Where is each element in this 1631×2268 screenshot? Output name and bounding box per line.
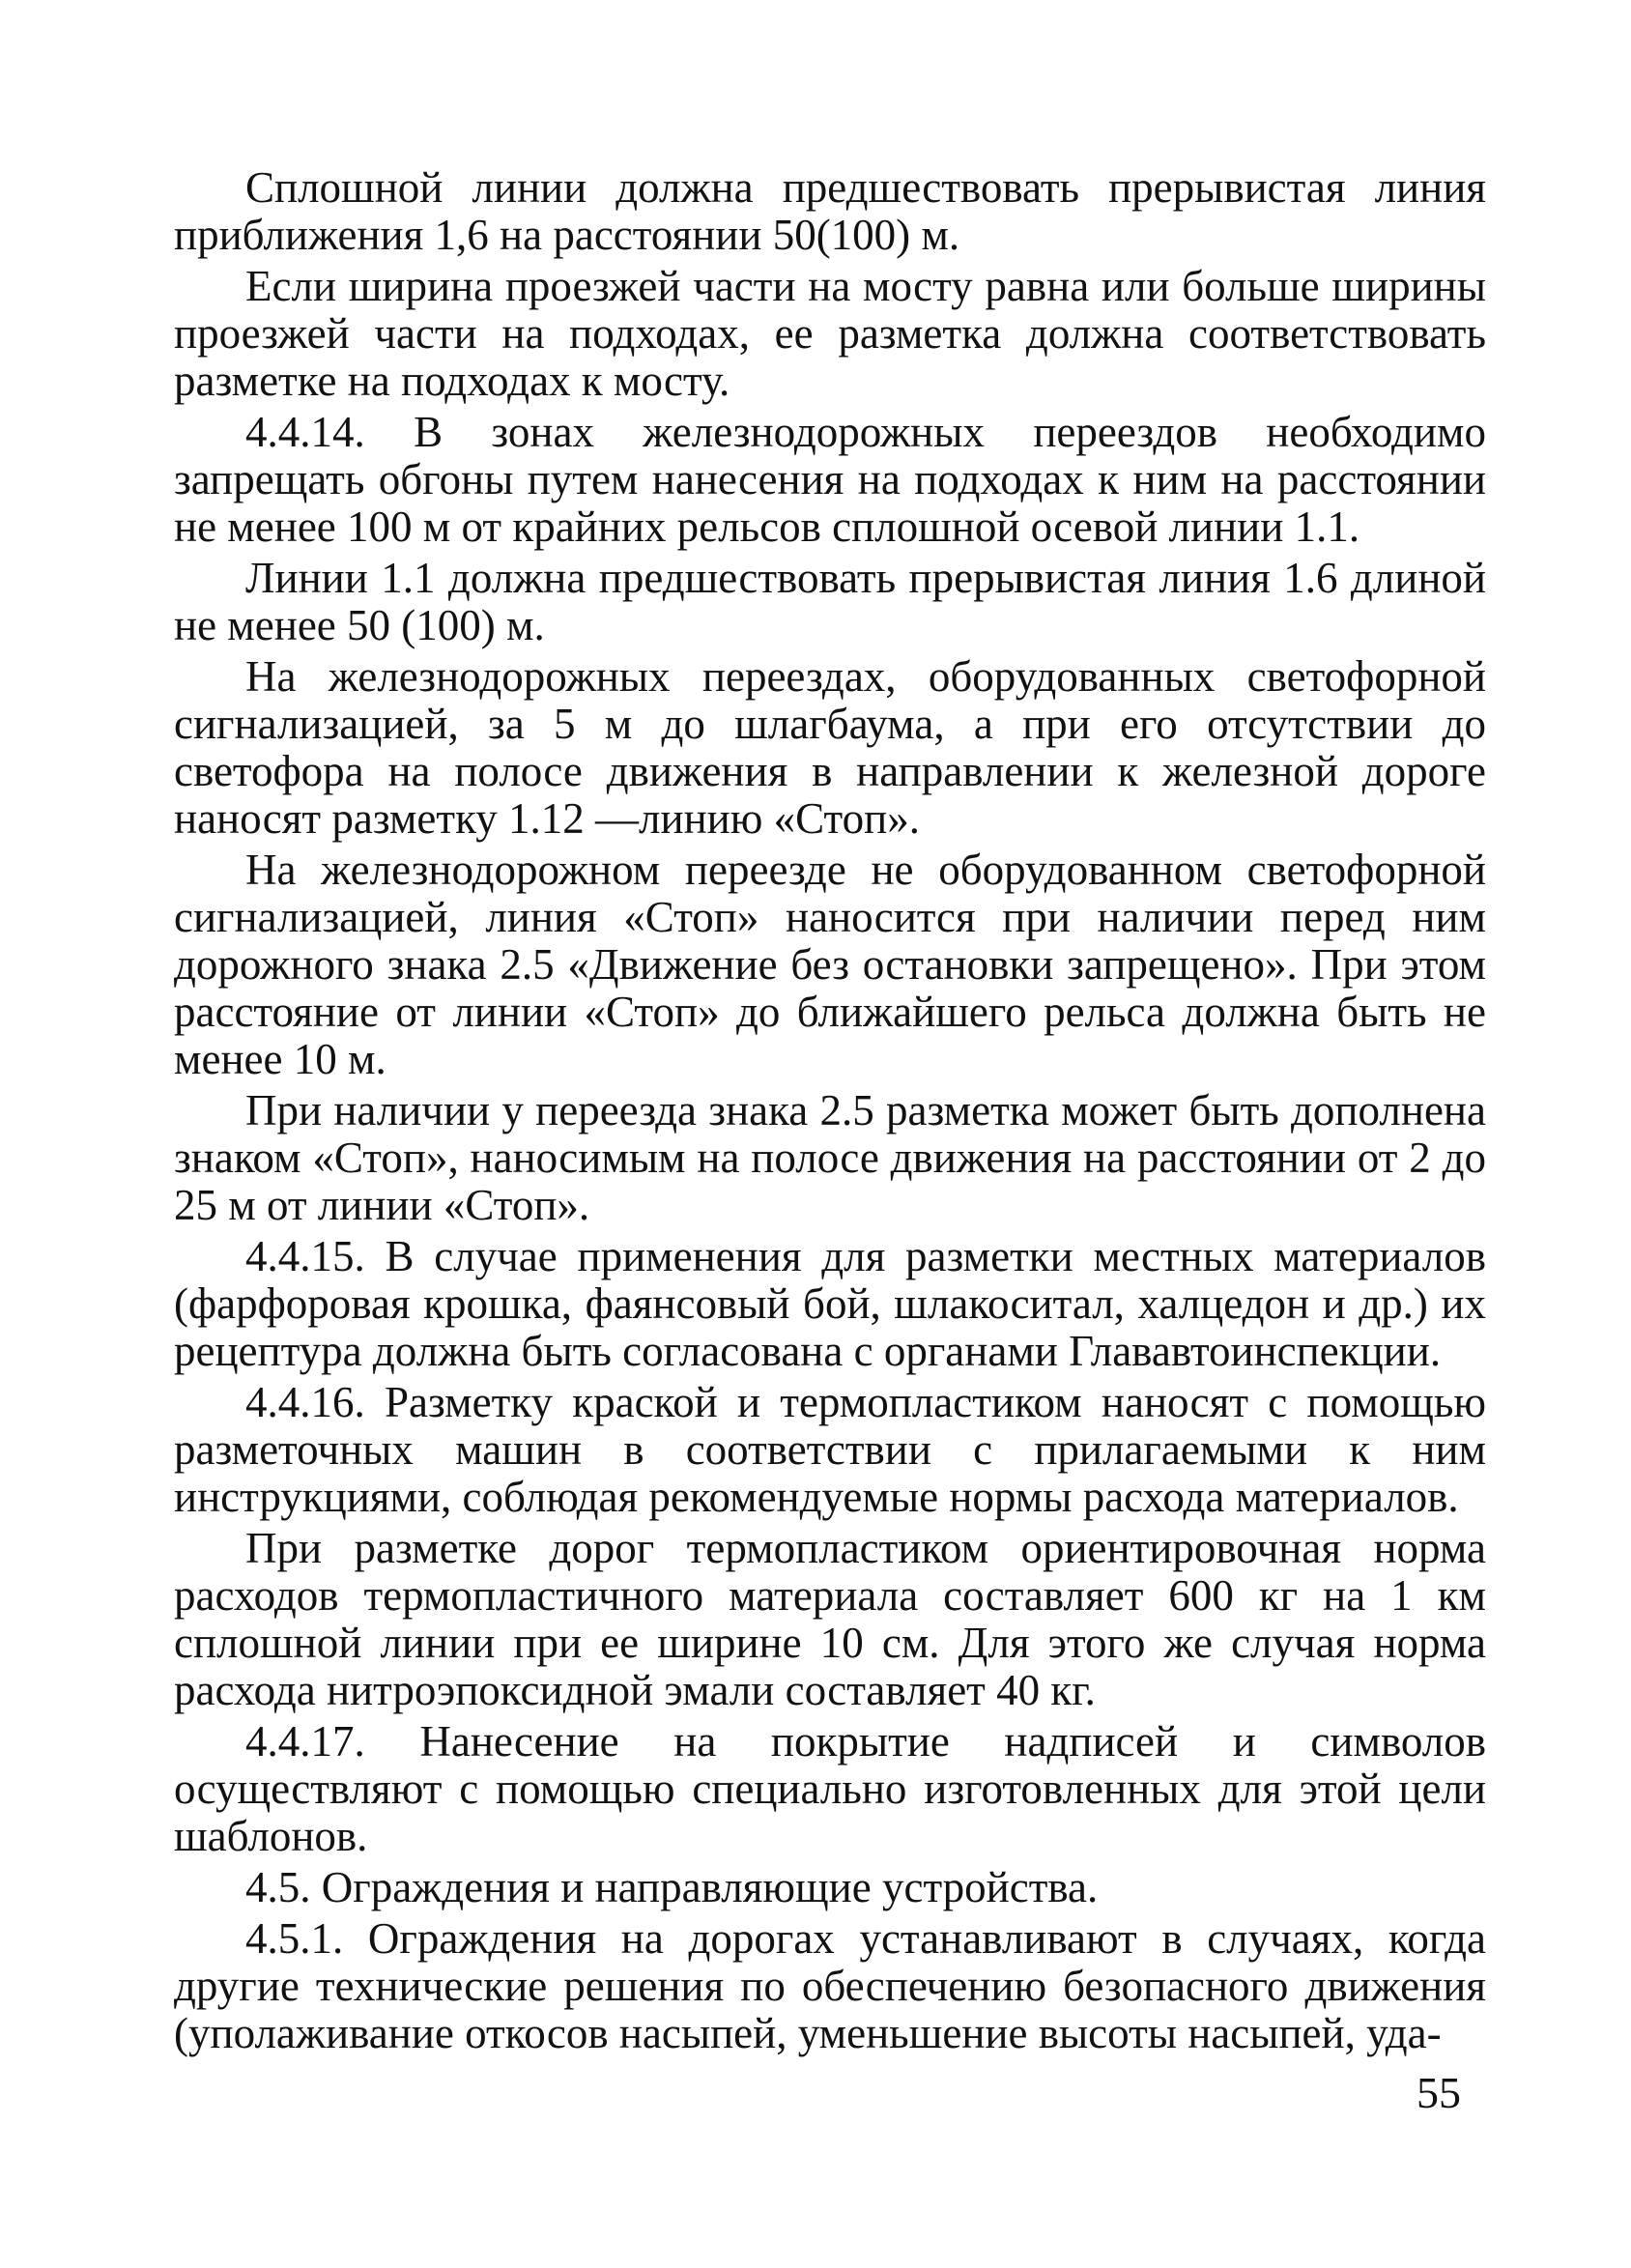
paragraph-7: При наличии у переезда знака 2.5 разметка может быть дополнена знаком «Стоп», наносимым на полосе движения на расстоянии от 2 до 25 м от линии «Стоп». bbox=[174, 1086, 1486, 1229]
paragraph-6: На железнодорожном переезде не оборудованном светофорной сигнализацией, линия «Стоп» наносится при наличии перед ним дорожного знака 2.5 «Движение без остановки запрещено». При этом расстояние от линии «Стоп» до ближайшего рельса должна быть не менее 10 м. bbox=[174, 846, 1486, 1083]
page-number: 55 bbox=[1416, 2068, 1461, 2117]
paragraph-3: 4.4.14. В зонах железнодорожных переездов необходимо запрещать обгоны путем нанесения на подходах к ним на расстоянии не менее 100 м от крайних рельсов сплошной осевой линии 1.1. bbox=[174, 408, 1486, 551]
paragraph-4: Линии 1.1 должна предшествовать прерывистая линия 1.6 длиной не менее 50 (100) м. bbox=[174, 554, 1486, 649]
paragraph-13: 4.5.1. Ограждения на дорогах устанавливают в случаях, когда другие технические решения по обеспечению безопасного движения (уполаживание откосов насыпей, уменьшение высоты насыпей, уда- bbox=[174, 1914, 1486, 2057]
paragraph-11: 4.4.17. Нанесение на покрытие надписей и символов осуществляют с помощью специально изготовленных для этой цели шаблонов. bbox=[174, 1717, 1486, 1860]
paragraph-5: На железнодорожных переездах, оборудованных светофорной сигнализацией, за 5 м до шлагбаума, а при его отсутствии до светофора на полосе движения в направлении к железной дороге наносят разметку 1.12 —линию «Стоп». bbox=[174, 652, 1486, 843]
paragraph-1: Сплошной линии должна предшествовать прерывистая линия приближения 1,6 на расстоянии 50(100) м. bbox=[174, 163, 1486, 259]
paragraph-2: Если ширина проезжей части на мосту равна или больше ширины проезжей части на подходах, ее разметка должна соответствовать разметке на подходах к мосту. bbox=[174, 262, 1486, 405]
paragraph-12: 4.5. Ограждения и направляющие устройства. bbox=[245, 1863, 1099, 1911]
paragraph-10: При разметке дорог термопластиком ориентировочная норма расходов термопластичного материала составляет 600 кг на 1 км сплошной линии при ее ширине 10 см. Для этого же случая норма расхода нитроэпоксидной эмали составляет 40 кг. bbox=[174, 1524, 1486, 1714]
paragraph-8: 4.4.15. В случае применения для разметки местных материалов (фарфоровая крошка, фаянсовый бой, шлакоситал, халцедон и др.) их рецептура должна быть согласована с органами Глававтоинспекции. bbox=[174, 1232, 1486, 1375]
paragraph-9: 4.4.16. Разметку краской и термопластиком наносят с помощью разметочных машин в соответствии с прилагаемыми к ним инструкциями, соблюдая рекомендуемые нормы расхода материалов. bbox=[174, 1378, 1486, 1521]
